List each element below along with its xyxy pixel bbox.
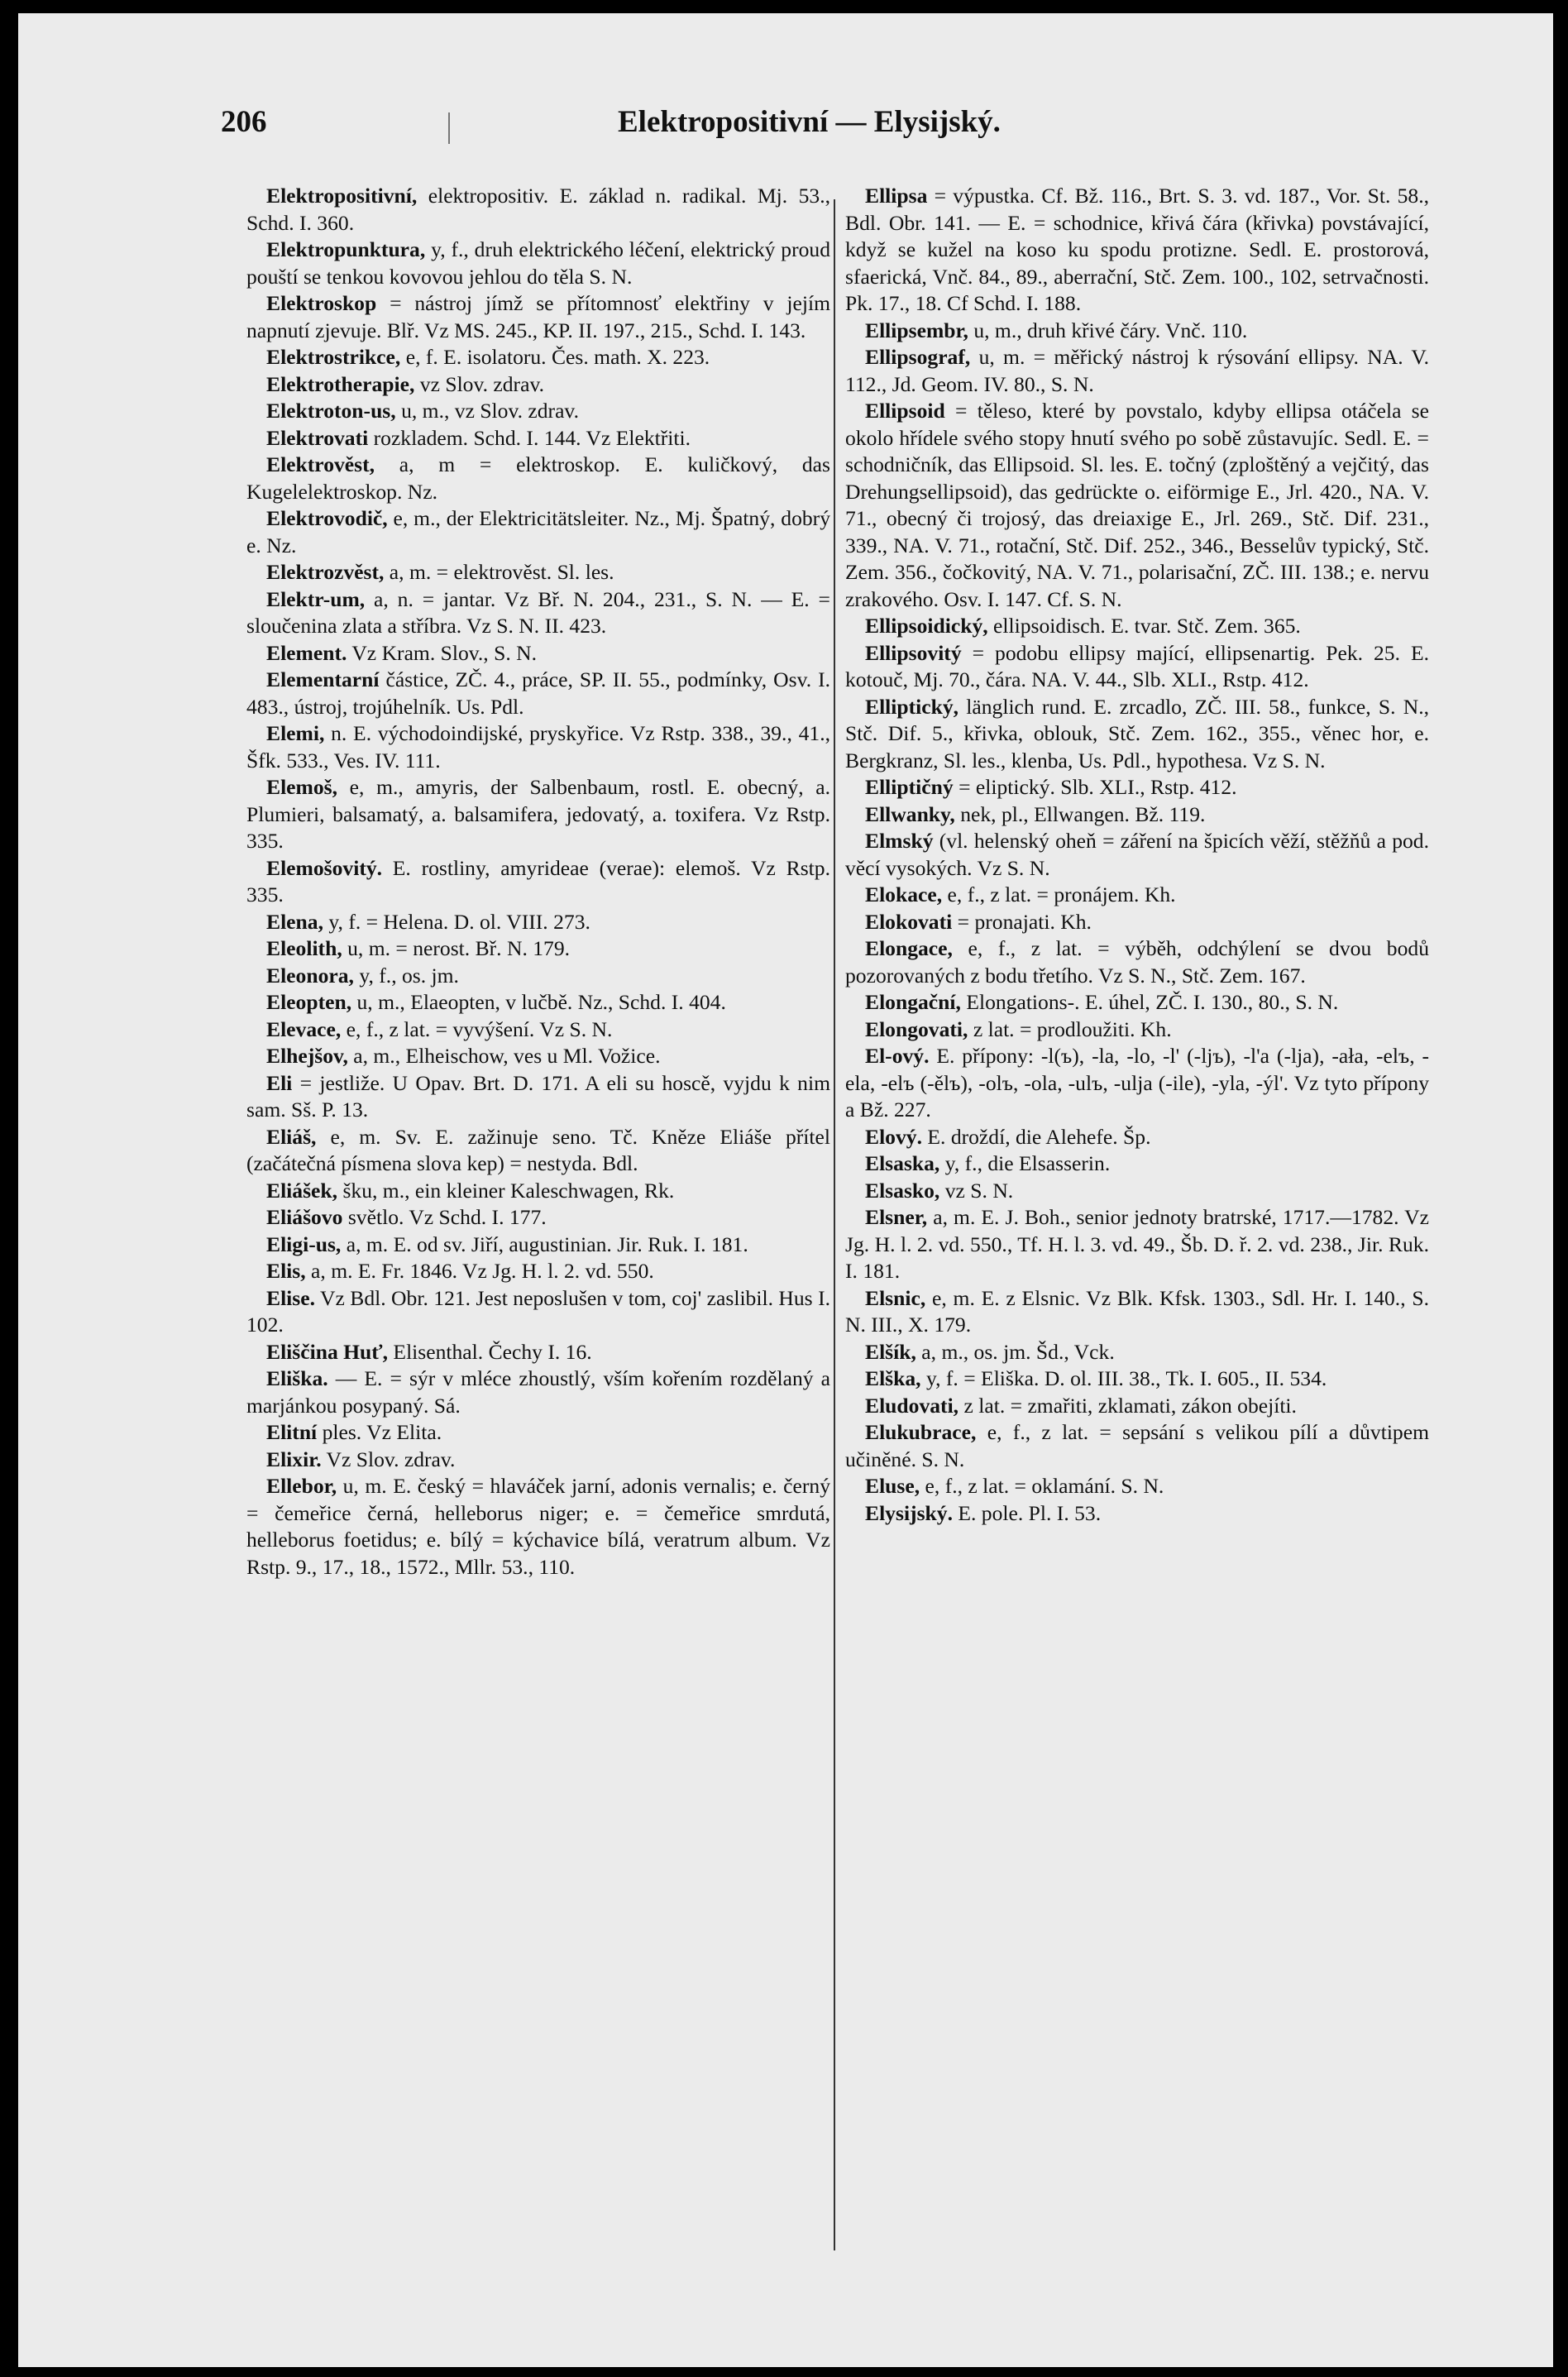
entry-text: u, m. = nerost. Bř. N. 179. (342, 936, 571, 960)
dictionary-entry (246, 1258, 830, 1285)
entry-headword: Eludovati, (865, 1393, 959, 1418)
entry-headword: Ellipsa (865, 184, 928, 208)
dictionary-entry (246, 1339, 830, 1366)
dictionary-entry (845, 1500, 1429, 1528)
dictionary-entry (845, 1419, 1429, 1473)
entry-headword: Elementarní (266, 667, 380, 691)
entry-headword: Elektrotherapie, (266, 371, 415, 396)
entry-text: z lat. = zmařiti, zklamati, zákon obejíti. (958, 1393, 1297, 1418)
dictionary-entry (845, 1473, 1429, 1500)
entry-text: rozkladem. Schd. I. 144. Vz Elektřiti. (368, 425, 691, 450)
entry-text: u, m., Elaeopten, v lučbě. Nz., Schd. I. 404. (351, 990, 726, 1014)
dictionary-entry (845, 694, 1429, 775)
right-column (845, 183, 1429, 2308)
dictionary-entry (845, 909, 1429, 936)
entry-headword: Elemošovitý. (266, 855, 383, 880)
dictionary-entry (246, 344, 830, 371)
entry-text: e, f. E. isolatoru. Čes. math. X. 223. (400, 345, 710, 369)
entry-text: E. rostliny, amyrideae (verae): elemoš. Vz Rstp. 335. (246, 855, 830, 906)
entry-headword: Elukubrace, (865, 1420, 977, 1444)
dictionary-entry (246, 1016, 830, 1044)
entry-headword: Elsnic, (865, 1285, 926, 1310)
entry-headword: Eliáš, (266, 1124, 317, 1149)
left-column (246, 183, 830, 2308)
dictionary-entry (845, 801, 1429, 829)
dictionary-entry (246, 1232, 830, 1259)
dictionary-entry (845, 318, 1429, 345)
entry-text: = eliptický. Slb. XLI., Rstp. 412. (953, 775, 1237, 799)
entry-headword: Elevace, (266, 1016, 342, 1041)
entry-text: E. pole. Pl. I. 53. (952, 1500, 1102, 1525)
dictionary-entry (845, 1178, 1429, 1205)
entry-headword: Eligi-us, (266, 1232, 342, 1256)
entry-text: e, m. E. z Elsnic. Vz Blk. Kfsk. 1303., Sdl. Hr. I. 140., S. N. III., X. 179. (845, 1285, 1429, 1337)
entry-headword: Ellipsoidický, (865, 614, 988, 638)
dictionary-entry (246, 1204, 830, 1232)
entry-headword: Elemoš, (266, 775, 338, 799)
entry-text: = nástroj jímž se přítomnosť elektřiny v jejím napnutí zjevuje. Blř. Vz MS. 245., KP. II. 197., 215., Schd. I. 143. (246, 291, 830, 342)
dictionary-entry (845, 882, 1429, 909)
entry-headword: Elena, (266, 909, 323, 934)
entry-text: länglich rund. E. zrcadlo, ZČ. III. 58., funkce, S. N., Stč. Dif. 5., křivka, oblouk, Stč. Zem. 162., 355., věnec hor, e. Bergkranz, Sl. les., klenba, Us. Pdl., hypothesa. Vz S. N. (845, 694, 1429, 772)
entry-headword: Elektroton-us, (266, 399, 396, 423)
dictionary-entry (246, 1124, 830, 1178)
entry-text: y, f. = Helena. D. ol. VIII. 273. (323, 909, 590, 934)
dictionary-entry (845, 613, 1429, 640)
entry-headword: Ellwanky, (865, 801, 955, 826)
dictionary-entry (246, 667, 830, 720)
entry-headword: Elektrovati (266, 425, 369, 450)
entry-headword: Elektrostrikce, (266, 345, 401, 369)
entry-headword: Eluse, (865, 1474, 920, 1498)
dictionary-entry (845, 344, 1429, 398)
dictionary-entry (845, 640, 1429, 694)
page-header (221, 104, 1412, 154)
dictionary-entry (845, 1393, 1429, 1420)
dictionary-entry (246, 505, 830, 559)
entry-headword: El-ový. (865, 1044, 930, 1068)
entry-headword: Eleolith, (266, 936, 342, 960)
entry-text: Vz Slov. zdrav. (321, 1447, 456, 1471)
entry-headword: Elongovati, (865, 1016, 968, 1041)
entry-text: e, f., z lat. = sepsání s velikou pílí a důvtipem učiněné. S. N. (845, 1420, 1429, 1471)
entry-text: Vz Kram. Slov., S. N. (347, 640, 538, 665)
entry-headword: Elektrozvěst, (266, 560, 385, 584)
dictionary-entry (246, 425, 830, 452)
dictionary-entry (845, 774, 1429, 801)
entry-headword: Eliášek, (266, 1178, 338, 1203)
dictionary-entry (246, 1178, 830, 1205)
entry-text: u, m., druh křivé čáry. Vnč. 110. (968, 318, 1248, 342)
dictionary-entry (246, 371, 830, 399)
entry-text: elektropositiv. E. základ n. radikal. Mj. 53., Schd. I. 360. (246, 184, 830, 235)
entry-text: světlo. Vz Schd. I. 177. (342, 1205, 547, 1229)
entry-headword: Elongační, (865, 990, 961, 1014)
entry-headword: Elška, (865, 1366, 921, 1390)
entry-text: y, f., die Elsasserin. (939, 1151, 1111, 1175)
entry-headword: Elokace, (865, 882, 943, 906)
dictionary-entry (246, 1070, 830, 1124)
entry-text: = těleso, které by povstalo, kdyby ellipsa otáčela se okolo hřídele svého stopy hnutí svého po sobě zůstavujíc. Sedl. E. = schodničník, das Ellipsoid. Sl. les. E. točný (zploštěný a vejčitý, das Drehungsellipsoid), das gedrückte o. eiförmige E., Jrl. 420., NA. V. 71., obecný či trojosý, das dreiaxige E., Jrl. 269., Stč. Dif. 231., 339., NA. V. 71., rotační, Stč. Dif. 252., 346., Besselův typický, Stč. Zem. 356., čočkovitý, NA. V. 71., polarisační, ZČ. III. 138.; e. nervu zrakového. Osv. I. 147. Cf. S. N. (845, 399, 1429, 611)
entry-headword: Elmský (865, 829, 934, 853)
entry-text: e, f., z lat. = výběh, odchýlení se dvou bodů pozorovaných z bodu třetího. Vz S. N., Stč. Zem. 167. (845, 936, 1429, 988)
entry-headword: Elsaska, (865, 1151, 940, 1175)
entry-headword: Elektrověst, (266, 452, 375, 476)
entry-text: z lat. = prodloužiti. Kh. (968, 1016, 1172, 1041)
dictionary-entry (845, 1043, 1429, 1124)
dictionary-page (18, 13, 1553, 2367)
entry-text: vz Slov. zdrav. (414, 371, 544, 396)
dictionary-entry (845, 828, 1429, 882)
dictionary-entry (246, 963, 830, 990)
entry-headword: Elliptičný (865, 775, 954, 799)
dictionary-entry (246, 1043, 830, 1070)
dictionary-entry (845, 1285, 1429, 1339)
dictionary-entry (845, 935, 1429, 989)
dictionary-entry (246, 935, 830, 963)
entry-text: a, m = elektroskop. E. kuličkový, das Kugelelektroskop. Nz. (246, 452, 830, 504)
entry-text: e, m., amyris, der Salbenbaum, rostl. E. obecný, a. Plumieri, balsamatý, a. balsamifera, jedovatý, a. toxifera. Vz Rstp. 335. (246, 775, 830, 853)
dictionary-entry (246, 855, 830, 909)
entry-text: Elisenthal. Čechy I. 16. (388, 1339, 592, 1364)
entry-text: vz S. N. (939, 1178, 1014, 1203)
entry-text: u, m., vz Slov. zdrav. (395, 399, 579, 423)
entry-text: šku, m., ein kleiner Kaleschwagen, Rk. (337, 1178, 675, 1203)
dictionary-entry (246, 290, 830, 344)
entry-headword: Elový. (865, 1124, 922, 1149)
entry-text: ellipsoidisch. E. tvar. Stč. Zem. 365. (987, 614, 1301, 638)
entry-headword: Element. (266, 640, 347, 665)
entry-headword: Elemi, (266, 721, 325, 745)
dictionary-entry (246, 586, 830, 640)
entry-headword: Elektrovodič, (266, 506, 388, 530)
entry-headword: Eleopten, (266, 990, 352, 1014)
entry-headword: Elektr-um, (266, 586, 366, 611)
entry-text: a, m. E. od sv. Jiří, augustinian. Jir. Ruk. I. 181. (341, 1232, 748, 1256)
dictionary-entry (246, 774, 830, 855)
entry-headword: Elise. (266, 1285, 316, 1310)
entry-headword: Elitní (266, 1420, 318, 1444)
entry-headword: Elsasko, (865, 1178, 940, 1203)
entry-text: e, f., z lat. = pronájem. Kh. (942, 882, 1176, 906)
entry-text: E. droždí, die Alehefe. Šp. (921, 1124, 1151, 1149)
entry-headword: Ellipsembr, (865, 318, 968, 342)
entry-headword: Elliptický, (865, 694, 959, 719)
dictionary-entry (845, 398, 1429, 613)
dictionary-entry (845, 989, 1429, 1016)
entry-text: — E. = sýr v mléce zhoustlý, vším kořením rozdělaný a marjánkou posypaný. Sá. (246, 1366, 830, 1418)
entry-text: u, m. = měřický nástroj k rýsování ellipsy. NA. V. 112., Jd. Geom. IV. 80., S. N. (845, 345, 1429, 396)
entry-headword: Ellebor, (266, 1474, 337, 1498)
dictionary-entry (246, 183, 830, 237)
entry-text: y, f., os. jm. (353, 963, 459, 988)
entry-text: ples. Vz Elita. (317, 1420, 442, 1444)
entry-text: (vl. helenský oheň = záření na špicích věží, stěžňů a pod. věcí vysokých. Vz S. N. (845, 829, 1429, 880)
entry-text: a, m., os. jm. Šd., Vck. (915, 1339, 1115, 1364)
entry-text: e, f., z lat. = oklamání. S. N. (920, 1474, 1164, 1498)
entry-headword: Eliščina Huť, (266, 1339, 389, 1364)
entry-headword: Elokovati (865, 909, 953, 934)
entry-headword: Elysijský. (865, 1500, 953, 1525)
entry-headword: Elhejšov, (266, 1044, 348, 1068)
entry-headword: Ellipsoid (865, 399, 945, 423)
entry-text: n. E. východoindijské, pryskyřice. Vz Rstp. 338., 39., 41., Šfk. 533., Ves. IV. 111. (246, 721, 830, 772)
dictionary-entry (845, 1150, 1429, 1178)
entry-text: E. přípony: -l(ъ), -la, -lo, -l' (-ljъ), -l'a (-lja), -ała, -elъ, -ela, -elъ (-ělъ), -olъ, -ola, -ulъ, -ulja (-ile), -yla, -ýl'. Vz tyto přípony a Bž. 227. (845, 1044, 1429, 1122)
dictionary-entry (246, 989, 830, 1016)
dictionary-entry (845, 183, 1429, 318)
dictionary-entry (246, 559, 830, 586)
entry-text: a, m. E. J. Boh., senior jednoty bratrské, 1717.—1782. Vz Jg. H. l. 2. vd. 550., Tf. H. l. 3. vd. 49., Šb. D. ř. 2. vd. 238., Jir. Ruk. I. 181. (845, 1205, 1429, 1283)
entry-headword: Ellipsovitý (865, 640, 962, 665)
page-number: 206 (221, 105, 267, 139)
entry-headword: Ellipsograf, (865, 345, 971, 369)
entry-text: = výpustka. Cf. Bž. 116., Brt. S. 3. vd. 187., Vor. St. 58., Bdl. Obr. 141. — E. = schodnice, křivá čára (křivka) povstávající, když se kužel na koso ku spodu protizne. Sedl. E. prostorová, sfaerická, Vnč. 84., 89., aberrační, Stč. Zem. 100., 102, setrvačnosti. Pk. 17., 18. Cf Schd. I. 188. (845, 184, 1429, 315)
entry-text: = pronajati. Kh. (952, 909, 1092, 934)
entry-text: a, n. = jantar. Vz Bř. N. 204., 231., S. N. — E. = sloučenina zlata a stříbra. Vz S. N. II. 423. (246, 586, 830, 638)
dictionary-entry (246, 1419, 830, 1447)
entry-headword: Eliášovo (266, 1205, 343, 1229)
entry-headword: Elektropositivní, (266, 184, 418, 208)
entry-headword: Elongace, (865, 936, 953, 960)
entry-text: částice, ZČ. 4., práce, SP. II. 55., podmínky, Osv. I. 483., ústroj, trojúhelník. Us. Pdl. (246, 667, 830, 719)
entry-headword: Elixir. (266, 1447, 322, 1471)
dictionary-entry (845, 1016, 1429, 1044)
entry-headword: Eli (266, 1070, 293, 1095)
entry-headword: Elektroskop (266, 291, 377, 315)
dictionary-entry (246, 640, 830, 667)
dictionary-entry (246, 720, 830, 774)
running-head: Elektropositivní — Elysijský. (618, 105, 1001, 139)
dictionary-entry (845, 1365, 1429, 1393)
entry-text: y, f., druh elektrického léčení, elektrický proud pouští se tenkou kovovou jehlou do těla S. N. (246, 237, 830, 289)
dictionary-entry (246, 1447, 830, 1474)
entry-text: nek, pl., Ellwangen. Bž. 119. (954, 801, 1206, 826)
entry-text: a, m. = elektrověst. Sl. les. (384, 560, 614, 584)
entry-headword: Elsner, (865, 1205, 928, 1229)
entry-headword: Elektropunktura, (266, 237, 426, 261)
entry-text: e, m., der Elektricitätsleiter. Nz., Mj. Špatný, dobrý e. Nz. (246, 506, 830, 557)
entry-text: y, f. = Eliška. D. ol. III. 38., Tk. I. 605., II. 534. (920, 1366, 1327, 1390)
entry-text: a, m., Elheischow, ves u Ml. Vožice. (347, 1044, 661, 1068)
entry-text: Elongations-. E. úhel, ZČ. I. 130., 80., S. N. (960, 990, 1339, 1014)
dictionary-entry (246, 237, 830, 290)
dictionary-entry (845, 1339, 1429, 1366)
dictionary-entry (246, 1365, 830, 1419)
entry-text: Vz Bdl. Obr. 121. Jest neposlušen v tom, coj' zaslibil. Hus I. 102. (246, 1285, 830, 1337)
entry-text: e, m. Sv. E. zažinuje seno. Tč. Kněze Eliáše přítel (začátečná písmena slova kep) = nestyda. Bdl. (246, 1124, 830, 1175)
entry-headword: Eleonora, (266, 963, 354, 988)
dictionary-entry (246, 398, 830, 425)
column-rule (834, 199, 835, 2250)
entry-text: = podobu ellipsy mající, ellipsenartig. Pek. 25. E. kotouč, Mj. 70., čára. NA. V. 44., Slb. XLI., Rstp. 412. (845, 640, 1429, 691)
header-mark (448, 112, 450, 144)
entry-text: e, f., z lat. = vyvýšení. Vz S. N. (341, 1016, 613, 1041)
entry-headword: Eliška. (266, 1366, 328, 1390)
dictionary-entry (246, 1285, 830, 1339)
dictionary-entry (246, 452, 830, 505)
entry-headword: Elšík, (865, 1339, 916, 1364)
entry-headword: Elis, (266, 1259, 306, 1283)
dictionary-entry (845, 1204, 1429, 1285)
entry-text: u, m. E. český = hlaváček jarní, adonis vernalis; e. černý = čemeřice černá, helleborus niger; e. = čemeřice smrdutá, helleborus foetidus; e. bílý = kýchavice bílá, veratrum album. Vz Rstp. 9., 17., 18., 1572., Mllr. 53., 110. (246, 1474, 830, 1579)
dictionary-entry (246, 909, 830, 936)
entry-text: = jestliže. U Opav. Brt. D. 171. A eli su hoscě, vyjdu k nim sam. Sš. P. 13. (246, 1070, 830, 1122)
dictionary-entry (246, 1473, 830, 1581)
dictionary-entry (845, 1124, 1429, 1151)
entry-text: a, m. E. Fr. 1846. Vz Jg. H. l. 2. vd. 550. (305, 1259, 654, 1283)
